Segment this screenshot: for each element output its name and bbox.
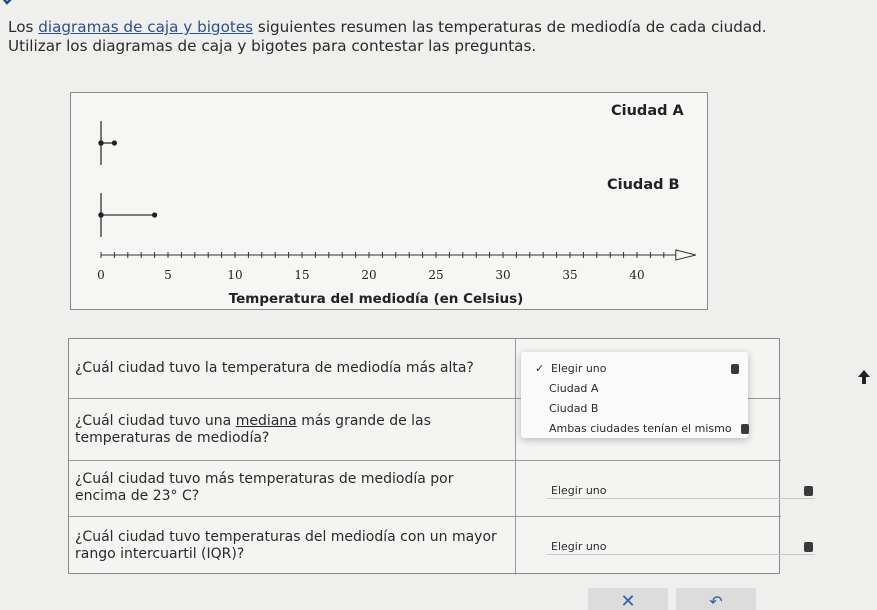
select-handle-icon (741, 424, 749, 434)
question-text-part: más grande de las temperaturas de mediodía? (75, 413, 431, 446)
x-tick-label: 5 (164, 268, 172, 282)
glossary-link[interactable]: mediana (235, 413, 297, 429)
x-tick-label: 10 (227, 268, 243, 282)
x-tick-label: 20 (361, 268, 377, 282)
box-point (112, 140, 117, 145)
intro-text: siguientes resumen las temperaturas de mediodía de cada ciudad. (253, 18, 767, 36)
question-text (75, 471, 465, 505)
close-button[interactable]: ✕ (588, 588, 668, 610)
temperature-value: 23° C? (152, 488, 200, 504)
intro-text: Los (8, 18, 39, 36)
dropdown-option[interactable]: Ambas ciudades tenían el mismo (549, 422, 732, 435)
select-handle-icon (804, 542, 813, 552)
series-label: Ciudad A (611, 103, 684, 119)
question-text-part: ¿Cuál ciudad tuvo una (75, 413, 236, 429)
dropdown-selected[interactable]: Elegir uno (551, 362, 607, 375)
question-text: ¿Cuál ciudad tuvo la temperatura de mediodía más alta? (75, 360, 474, 376)
check-icon: ✓ (535, 362, 545, 375)
checkmark-icon (0, 0, 18, 8)
question-text: ¿Cuál ciudad tuvo temperaturas del mediodía con un mayor rango intercuartil (IQR)? (75, 529, 497, 562)
mouse-cursor-icon (858, 370, 870, 384)
x-tick-label: 35 (562, 268, 578, 282)
x-tick-label: 25 (428, 268, 444, 282)
question-row (69, 461, 781, 517)
x-tick-label: 15 (294, 268, 310, 282)
dropdown-option[interactable]: Ciudad B (549, 402, 599, 415)
x-axis-title: Temperatura del mediodía (en Celsius) (228, 291, 524, 307)
series-label: Ciudad B (607, 177, 680, 193)
box-point (98, 212, 103, 217)
bottom-toolbar (588, 588, 758, 610)
question-row (69, 517, 781, 575)
intro-line-1 (8, 18, 868, 37)
answer-dropdown-menu[interactable] (521, 352, 748, 438)
answer-select[interactable] (547, 539, 815, 555)
select-handle-icon (731, 364, 739, 374)
select-handle-icon (804, 486, 813, 496)
axis-arrow-icon (676, 250, 696, 260)
x-tick-label: 40 (629, 268, 645, 282)
select-value: Elegir uno (551, 540, 607, 553)
intro-line-2: Utilizar los diagramas de caja y bigotes para contestar las preguntas. (8, 37, 537, 55)
question-text-part: ¿Cuál ciudad tuvo más temperaturas de mediodía por encima de (75, 471, 454, 504)
dropdown-option[interactable]: Ciudad A (549, 382, 599, 395)
answer-select[interactable] (547, 483, 815, 499)
box-plot-chart (70, 92, 708, 310)
glossary-link[interactable]: diagramas de caja y bigotes (38, 18, 254, 36)
select-value: Elegir uno (551, 484, 607, 497)
box-point (98, 140, 103, 145)
box-point (152, 212, 157, 217)
question-text (75, 413, 475, 447)
undo-button[interactable]: ↶ (676, 588, 756, 610)
x-tick-label: 30 (495, 268, 511, 282)
instructions (8, 18, 868, 56)
x-tick-label: 0 (97, 268, 105, 282)
